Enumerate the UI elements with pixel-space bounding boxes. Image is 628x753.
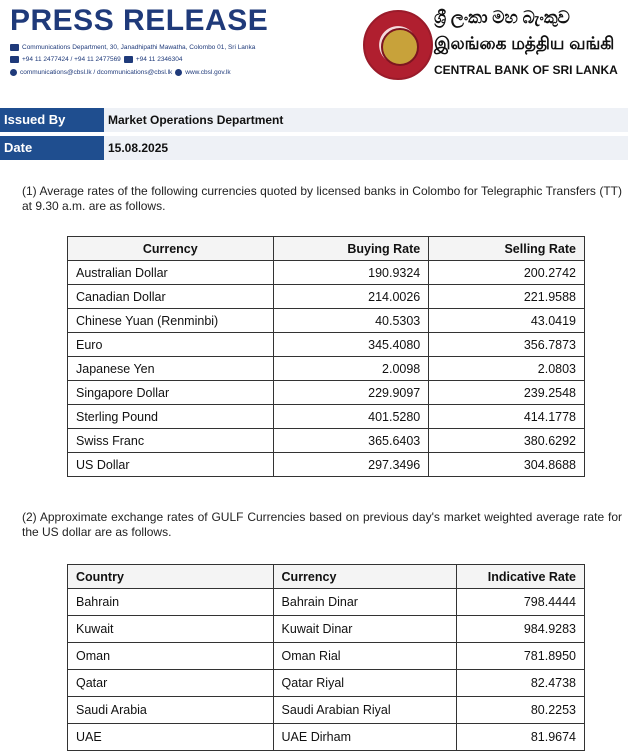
country-cell: Kuwait	[68, 616, 274, 643]
web-text[interactable]: www.cbsl.gov.lk	[185, 69, 231, 76]
col-buying-rate: Buying Rate	[273, 237, 429, 261]
bank-name-sinhala: ශ්‍රී ලංකා මහ බැංකුව	[434, 8, 570, 27]
buying-rate-cell: 40.5303	[273, 309, 429, 333]
section1-description: (1) Average rates of the following currencies quoted by licensed banks in Colombo for Telegraphic Transfers (TT) at 9.30 a.m. are as follows.	[22, 184, 622, 213]
address-text: Communications Department, 30, Janadhipathi Mawatha, Colombo 01, Sri Lanka	[22, 44, 256, 51]
country-cell: Bahrain	[68, 589, 274, 616]
indicative-rate-cell: 798.4444	[457, 589, 585, 616]
table-row	[68, 589, 585, 616]
bank-name-tamil: இலங்கை மத்திய வங்கி	[434, 34, 615, 53]
currency-cell: Oman Rial	[273, 643, 457, 670]
buying-rate-cell: 297.3496	[273, 453, 429, 477]
selling-rate-cell: 380.6292	[429, 429, 585, 453]
phone-icon	[10, 56, 19, 63]
currency-cell: Chinese Yuan (Renminbi)	[68, 309, 274, 333]
selling-rate-cell: 304.8688	[429, 453, 585, 477]
selling-rate-cell: 221.9588	[429, 285, 585, 309]
buying-rate-cell: 345.4080	[273, 333, 429, 357]
buying-rate-cell: 229.9097	[273, 381, 429, 405]
section2-description: (2) Approximate exchange rates of GULF Currencies based on previous day's market weighted average rate for the US dollar are as follows.	[22, 510, 622, 539]
currency-cell: Australian Dollar	[68, 261, 274, 285]
col-country: Country	[68, 565, 274, 589]
issued-by-row	[0, 108, 628, 132]
central-bank-seal-logo	[363, 10, 433, 80]
table-row	[68, 381, 585, 405]
phone-line	[10, 56, 183, 63]
table-row	[68, 453, 585, 477]
table-row	[68, 309, 585, 333]
currency-cell: Sterling Pound	[68, 405, 274, 429]
table-header-row	[68, 237, 585, 261]
issued-by-label: Issued By	[0, 108, 104, 132]
indicative-rate-cell: 82.4738	[457, 670, 585, 697]
buying-rate-cell: 214.0026	[273, 285, 429, 309]
table-row	[68, 261, 585, 285]
table-row	[68, 697, 585, 724]
buying-rate-cell: 190.9324	[273, 261, 429, 285]
buying-rate-cell: 365.6403	[273, 429, 429, 453]
indicative-rate-cell: 984.9283	[457, 616, 585, 643]
currency-cell: Swiss Franc	[68, 429, 274, 453]
table-row	[68, 333, 585, 357]
country-cell: UAE	[68, 724, 274, 751]
currency-cell: Canadian Dollar	[68, 285, 274, 309]
table-row	[68, 429, 585, 453]
indicative-rate-cell: 781.8950	[457, 643, 585, 670]
lion-emblem-icon	[381, 28, 419, 66]
date-label: Date	[0, 136, 104, 160]
date-value: 15.08.2025	[104, 136, 628, 160]
selling-rate-cell: 2.0803	[429, 357, 585, 381]
web-icon	[175, 69, 182, 76]
selling-rate-cell: 43.0419	[429, 309, 585, 333]
buying-rate-cell: 401.5280	[273, 405, 429, 429]
selling-rate-cell: 356.7873	[429, 333, 585, 357]
currency-cell: Saudi Arabian Riyal	[273, 697, 457, 724]
address-line	[10, 44, 255, 51]
tt-rates-table	[67, 236, 585, 477]
email-line	[10, 69, 231, 76]
table-header-row	[68, 565, 585, 589]
currency-cell: Singapore Dollar	[68, 381, 274, 405]
table-row	[68, 285, 585, 309]
currency-cell: US Dollar	[68, 453, 274, 477]
col-selling-rate: Selling Rate	[429, 237, 585, 261]
table-row	[68, 616, 585, 643]
col-currency: Currency	[68, 237, 274, 261]
bank-name-english: CENTRAL BANK OF SRI LANKA	[434, 63, 618, 77]
email-icon	[10, 69, 17, 76]
fax-icon	[124, 56, 133, 63]
buying-rate-cell: 2.0098	[273, 357, 429, 381]
currency-cell: Euro	[68, 333, 274, 357]
currency-cell: Qatar Riyal	[273, 670, 457, 697]
page-title: PRESS RELEASE	[10, 4, 269, 37]
issued-by-value: Market Operations Department	[104, 108, 628, 132]
press-release-header	[0, 0, 628, 92]
fax-text: +94 11 2346304	[135, 56, 183, 63]
currency-cell: Kuwait Dinar	[273, 616, 457, 643]
selling-rate-cell: 200.2742	[429, 261, 585, 285]
currency-cell: UAE Dirham	[273, 724, 457, 751]
currency-cell: Japanese Yen	[68, 357, 274, 381]
table-row	[68, 670, 585, 697]
currency-cell: Bahrain Dinar	[273, 589, 457, 616]
country-cell: Saudi Arabia	[68, 697, 274, 724]
gulf-rates-table	[67, 564, 585, 751]
selling-rate-cell: 239.2548	[429, 381, 585, 405]
col-indicative-rate: Indicative Rate	[457, 565, 585, 589]
country-cell: Oman	[68, 643, 274, 670]
col-currency: Currency	[273, 565, 457, 589]
building-icon	[10, 44, 19, 51]
indicative-rate-cell: 81.9674	[457, 724, 585, 751]
selling-rate-cell: 414.1778	[429, 405, 585, 429]
indicative-rate-cell: 80.2253	[457, 697, 585, 724]
table-row	[68, 724, 585, 751]
table-row	[68, 643, 585, 670]
table-row	[68, 405, 585, 429]
table-row	[68, 357, 585, 381]
country-cell: Qatar	[68, 670, 274, 697]
email-text[interactable]: communications@cbsl.lk / dcommunications@cbsl.lk	[20, 69, 173, 76]
phone-text: +94 11 2477424 / +94 11 2477569	[22, 56, 121, 63]
date-row	[0, 136, 628, 160]
